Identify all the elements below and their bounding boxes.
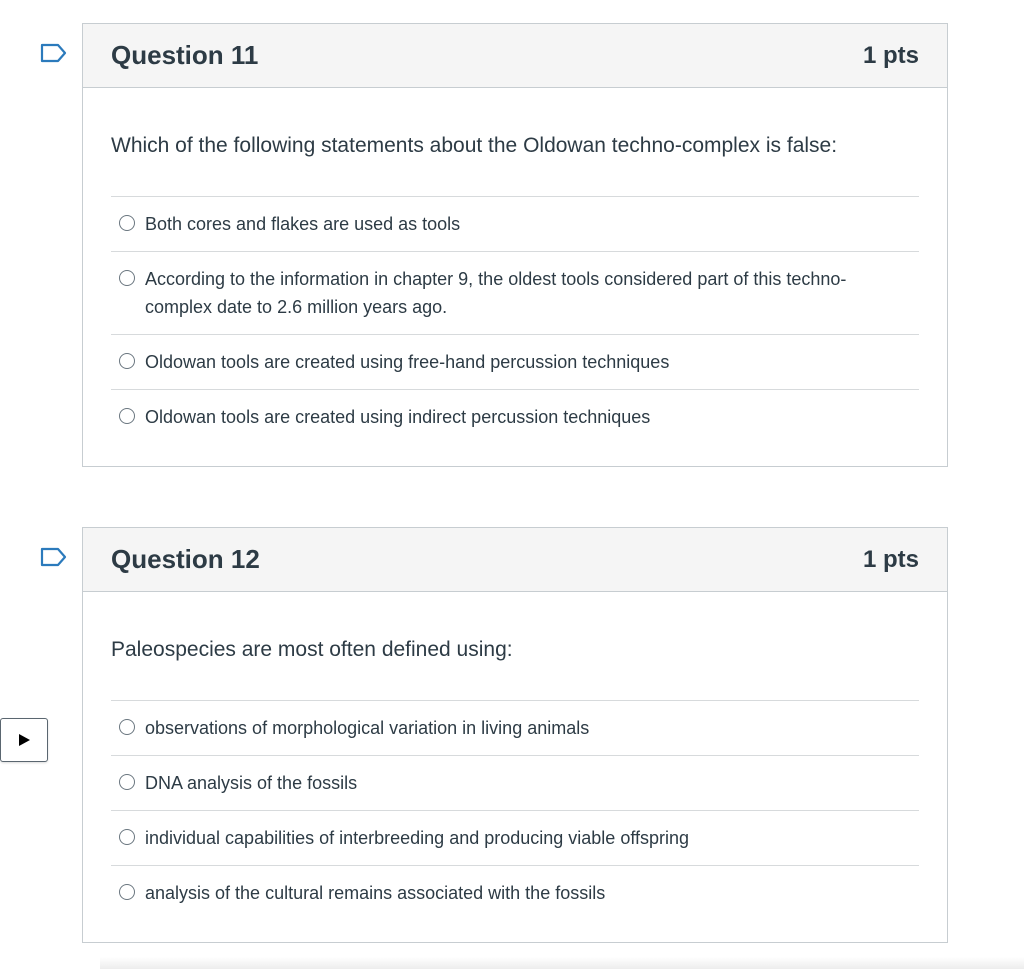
answer-label[interactable]: analysis of the cultural remains associated with the fossils (145, 883, 606, 903)
question-title: Question 12 (111, 544, 260, 574)
answer-list (111, 197, 919, 444)
question-body (83, 592, 947, 920)
answer-option[interactable] (111, 866, 919, 920)
answer-label[interactable]: individual capabilities of interbreeding and producing viable offspring (145, 828, 690, 848)
answer-option[interactable] (111, 335, 919, 390)
answer-label[interactable]: DNA analysis of the fossils (145, 773, 358, 793)
radio-button[interactable] (119, 270, 135, 286)
question-points: 1 pts (862, 545, 919, 573)
question-points: 1 pts (862, 41, 919, 69)
radio-button[interactable] (119, 774, 135, 790)
flag-question-icon[interactable] (40, 547, 68, 567)
answer-option[interactable] (111, 811, 919, 866)
answer-option[interactable] (111, 390, 919, 444)
answer-label[interactable]: observations of morphological variation in living animals (145, 718, 590, 738)
answer-label[interactable]: Both cores and flakes are used as tools (145, 214, 461, 234)
question-body (83, 88, 947, 444)
radio-button[interactable] (119, 719, 135, 735)
radio-button[interactable] (119, 829, 135, 845)
answer-label[interactable]: Oldowan tools are created using free-hand percussion techniques (145, 352, 670, 372)
question-nav-toggle-button[interactable] (0, 718, 48, 762)
flag-question-icon[interactable] (40, 43, 68, 63)
play-triangle-icon (17, 733, 31, 747)
answer-list (111, 701, 919, 920)
radio-button[interactable] (119, 408, 135, 424)
answer-label[interactable]: Oldowan tools are created using indirect percussion techniques (145, 407, 651, 427)
radio-button[interactable] (119, 353, 135, 369)
answer-option[interactable] (111, 701, 919, 756)
question-title: Question 11 (111, 40, 259, 70)
question-header (83, 24, 947, 88)
radio-button[interactable] (119, 215, 135, 231)
question-header (83, 528, 947, 592)
bottom-scroll-shade (100, 957, 1024, 969)
answer-option[interactable] (111, 756, 919, 811)
answer-option[interactable] (111, 197, 919, 252)
answer-label[interactable]: According to the information in chapter 9, the oldest tools considered part of this techno-complex date to 2.6 million years ago. (145, 269, 847, 317)
radio-button[interactable] (119, 884, 135, 900)
question-text: Paleospecies are most often defined using: (111, 592, 919, 701)
question-card (82, 23, 948, 467)
answer-option[interactable] (111, 252, 919, 335)
question-text: Which of the following statements about the Oldowan techno-complex is false: (111, 88, 919, 197)
question-card (82, 527, 948, 943)
